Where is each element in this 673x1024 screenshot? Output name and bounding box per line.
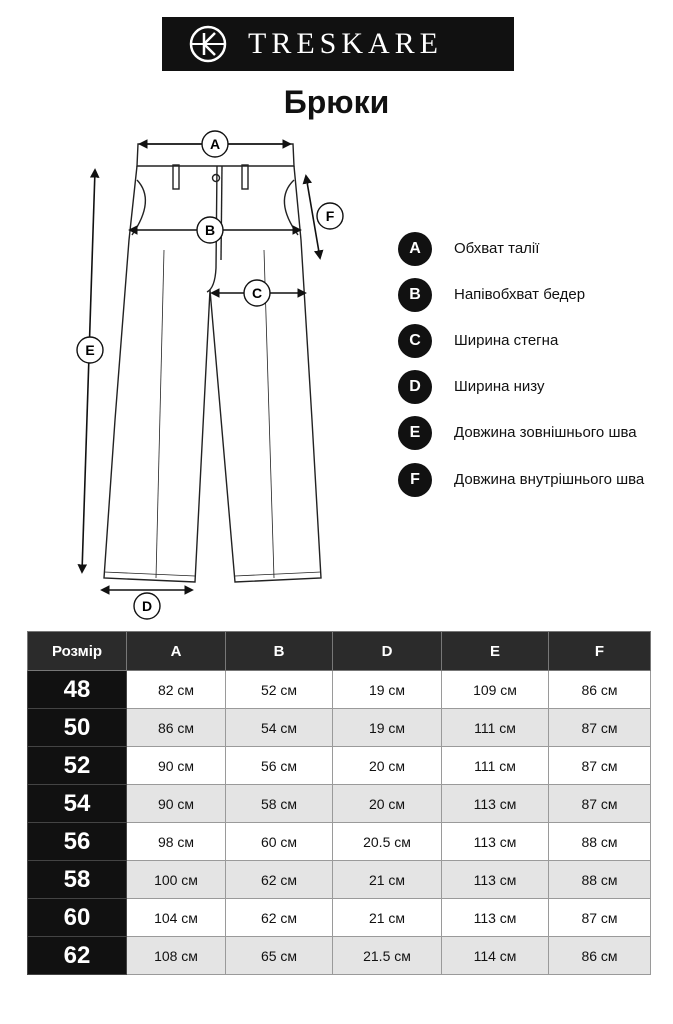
table-cell: 87 см [549, 709, 651, 747]
legend-badge: C [398, 324, 432, 358]
brand-banner [162, 17, 514, 71]
table-cell: 58 см [226, 785, 333, 823]
legend-badge: D [398, 370, 432, 404]
legend-label: Напівобхват бедер [454, 286, 586, 303]
size-cell: 48 [28, 671, 127, 709]
table-cell: 113 см [442, 861, 549, 899]
svg-text:D: D [141, 598, 153, 614]
measure-c [212, 280, 305, 306]
table-cell: 88 см [549, 861, 651, 899]
table-cell: 21 см [333, 899, 442, 937]
table-row [28, 785, 651, 823]
table-cell: 104 см [127, 899, 226, 937]
table-row [28, 937, 651, 975]
legend-badge: A [398, 232, 432, 266]
legend-item-a [398, 232, 668, 268]
table-cell: 19 см [333, 671, 442, 709]
table-cell: 108 см [127, 937, 226, 975]
legend-item-b [398, 278, 668, 314]
legend-label: Ширина стегна [454, 332, 559, 349]
table-cell: 54 см [226, 709, 333, 747]
size-table [27, 631, 651, 975]
svg-text:A: A [209, 136, 221, 152]
legend-label: Ширина низу [454, 378, 545, 395]
table-row [28, 747, 651, 785]
table-cell: 98 см [127, 823, 226, 861]
table-cell: 87 см [549, 899, 651, 937]
table-cell: 62 см [226, 899, 333, 937]
table-cell: 90 см [127, 747, 226, 785]
size-cell: 50 [28, 709, 127, 747]
table-cell: 56 см [226, 747, 333, 785]
svg-text:E: E [85, 342, 95, 358]
measure-f [306, 176, 343, 258]
header-d: D [333, 632, 442, 671]
table-cell: 20 см [333, 785, 442, 823]
table-row [28, 899, 651, 937]
legend-badge: F [398, 463, 432, 497]
table-cell: 111 см [442, 747, 549, 785]
legend-label: Довжина внутрішнього шва [454, 471, 645, 488]
legend-label: Обхват талії [454, 240, 540, 257]
measure-d [102, 590, 192, 619]
table-cell: 86 см [549, 671, 651, 709]
table-cell: 113 см [442, 823, 549, 861]
svg-text:B: B [204, 222, 216, 238]
table-cell: 109 см [442, 671, 549, 709]
measure-b [130, 217, 300, 243]
svg-text:C: C [251, 285, 263, 301]
table-row [28, 823, 651, 861]
table-cell: 86 см [127, 709, 226, 747]
pants-outline [104, 144, 321, 582]
table-cell: 87 см [549, 747, 651, 785]
pants-measurement-diagram [60, 120, 350, 630]
size-cell: 52 [28, 747, 127, 785]
legend-label: Довжина зовнішнього шва [454, 424, 637, 441]
table-cell: 87 см [549, 785, 651, 823]
size-cell: 60 [28, 899, 127, 937]
legend-badge: E [398, 416, 432, 450]
table-row [28, 861, 651, 899]
legend-badge: B [398, 278, 432, 312]
k-circle-logo-icon [188, 24, 228, 64]
size-cell: 56 [28, 823, 127, 861]
table-cell: 100 см [127, 861, 226, 899]
legend-item-e [398, 416, 668, 452]
legend-item-d [398, 370, 668, 406]
table-cell: 65 см [226, 937, 333, 975]
table-cell: 82 см [127, 671, 226, 709]
size-cell: 58 [28, 861, 127, 899]
header-f: F [549, 632, 651, 671]
header-b: B [226, 632, 333, 671]
measure-e [77, 170, 103, 572]
table-header-row [28, 632, 651, 671]
table-cell: 113 см [442, 899, 549, 937]
table-cell: 88 см [549, 823, 651, 861]
table-cell: 21.5 см [333, 937, 442, 975]
table-cell: 52 см [226, 671, 333, 709]
brand-name: TRESKARE [248, 27, 444, 60]
table-cell: 20 см [333, 747, 442, 785]
header-a: A [127, 632, 226, 671]
size-cell: 54 [28, 785, 127, 823]
table-cell: 114 см [442, 937, 549, 975]
legend-item-c [398, 324, 668, 360]
table-cell: 21 см [333, 861, 442, 899]
page-title: Брюки [283, 84, 390, 120]
table-cell: 60 см [226, 823, 333, 861]
legend-item-f [398, 463, 668, 499]
table-cell: 111 см [442, 709, 549, 747]
table-row [28, 709, 651, 747]
table-cell: 90 см [127, 785, 226, 823]
size-cell: 62 [28, 937, 127, 975]
header-size: Розмір [28, 632, 127, 671]
table-cell: 113 см [442, 785, 549, 823]
svg-text:F: F [325, 208, 335, 224]
header-e: E [442, 632, 549, 671]
table-cell: 19 см [333, 709, 442, 747]
table-cell: 86 см [549, 937, 651, 975]
table-row [28, 671, 651, 709]
table-cell: 62 см [226, 861, 333, 899]
table-cell: 20.5 см [333, 823, 442, 861]
